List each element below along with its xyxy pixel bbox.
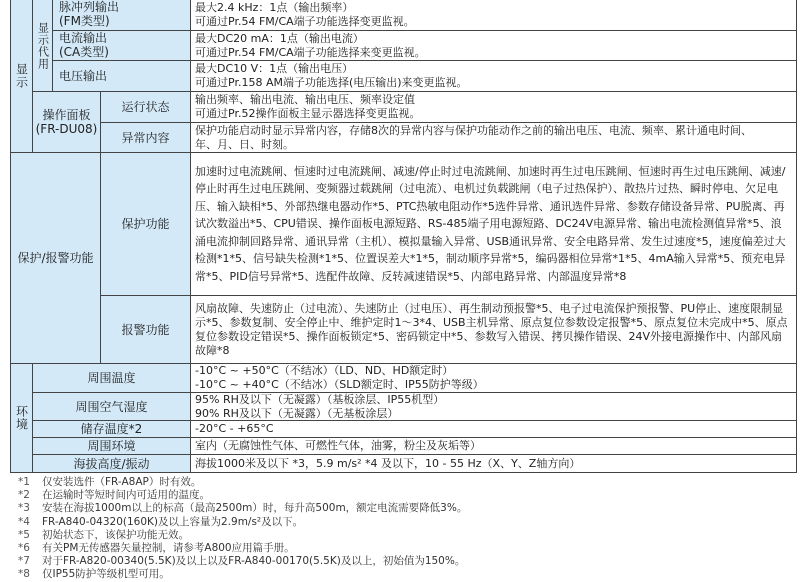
- pulse-label-1: 脉冲列输出: [59, 0, 120, 14]
- pulse-value: [190, 0, 797, 31]
- footnote-text: 有关PM无传感器矢量控制，请参考A800应用篇手册。: [42, 542, 295, 555]
- current-label-2: (CA类型): [59, 45, 109, 59]
- protection-section-label: 保护/报警功能: [10, 152, 101, 364]
- altitude-value: 海拔1000米及以下 *3，5.9 m/s² *4 及以下，10 - 55 Hz（X、Y、Z轴方向）: [190, 454, 797, 473]
- current-label-1: 电流输出: [59, 31, 108, 45]
- current-value-2: 可通过Pr.54 FM/CA端子功能选择来变更监视。: [195, 45, 426, 59]
- footnote-text: 仅安装选件（FR-A8AP）时有效。: [42, 476, 202, 488]
- temp-value: [190, 363, 797, 393]
- environment-section-label: 环境: [10, 363, 33, 473]
- fault-content-value-1: 保护功能启动时显示异常内容，存储8次的异常内容与保护功能动作之前的输出电压、电流、频率、累计通电时间、: [195, 123, 752, 137]
- temp-value-1: -10°C ~ +50°C（不结冰）（LD、ND、HD额定时）: [195, 364, 454, 377]
- footnote-mark: *6: [18, 542, 30, 555]
- alarm-function-value: 风扇故障、失速防止（过电流）、失速防止（过电压）、再生制动预报警*5、电子过电流保护预报警、PU停止、速度限制显示*5、参数复制、安全停止中、维护定时1～3*4、USB主机异常、原点复位参数设定报警*5、原点复位未完成中*5、原点复位参数设定错误*5、操作面板锁定*5、密码锁定中*5、参数写入错误、拷贝操作错误、24V外接电源操作中、内部风扇故障*8: [190, 295, 797, 364]
- pulse-value-2: 可通过Pr.54 FM/CA端子功能选择变更监视。: [195, 15, 415, 28]
- footnote-mark: *1: [18, 476, 30, 488]
- footnote-mark: *8: [18, 568, 30, 581]
- current-value: [190, 30, 797, 61]
- footnote: [18, 489, 467, 502]
- protect-function-value: 加速时过电流跳闸、恒速时过电流跳闸、减速/停止时过电流跳闸、加速时再生过电压跳闸、恒速时再生过电压跳闸、减速/停止时再生过电压跳闸、变频器过载跳闸（过电流）、电机过负载跳闸（电子过热保护）、散热片过热、瞬时停电、欠足电压、输入缺相*5、外部热继电器动作*5、PTC热敏电阻动作*5选件异常、通讯选件异常、参数存储设备异常、PU脱离、再试次数溢出*5、CPU错误、操作面板电源短路、RS-485端子用电源短路、DC24V电源异常、输出电流检测值异常*5、浪涌电流抑制回路异常、通讯异常（主机）、模拟量输入异常、USB通讯异常、安全电路异常、发生过速度*5，速度偏差过大检测*1*5、信号缺失检测*1*5、位置误差大*1*5，制动顺序异常*5，编码器相位异常*1*5、4mA输入异常*5、预充电异常*5、PID信号异常*5、选配件故障、反转减速错误*5、内部电路异常、内部温度异常*8: [190, 152, 797, 296]
- current-label: [52, 30, 191, 61]
- pulse-value-1: 最大2.4 kHz：1点（输出频率）: [195, 1, 354, 14]
- footnote-mark: *7: [18, 555, 30, 568]
- voltage-value-1: 最大DC10 V：1点（输出电压）: [195, 62, 354, 75]
- humidity-value-2: 90% RH及以下（无凝露）（无基板涂层）: [195, 406, 399, 420]
- footnote-mark: *5: [18, 528, 30, 541]
- storage-temp-label: 储存温度*2: [32, 420, 191, 438]
- footnote-text: 安装在海拔1000m以上的标高（最高2500m）时，每升高500m，额定电流需要降低3%。: [42, 502, 468, 515]
- fault-content-value-2: 年、月、日、时刻。: [195, 137, 294, 151]
- pulse-label: [52, 0, 191, 31]
- temp-label: 周围温度: [32, 363, 191, 393]
- display-section-label: 显示: [10, 0, 33, 153]
- humidity-value: [190, 392, 797, 421]
- fault-content-label: 异常内容: [100, 122, 191, 153]
- alarm-function-label: 报警功能: [100, 295, 191, 364]
- footnote: [18, 516, 467, 529]
- fault-content-value: [190, 122, 797, 153]
- pulse-label-2: (FM类型): [59, 14, 110, 28]
- humidity-value-1: 95% RH及以下（无凝露）（基板涂层、IP55机型）: [195, 392, 445, 406]
- footnote-text: 初始状态下，该保护功能无效。: [42, 528, 189, 541]
- footnote: [18, 555, 467, 568]
- panel-label: [32, 91, 101, 153]
- footnote-text: 对于FR-A820-00340(5.5K)及以上以及FR-A840-00170(5.5K)及以上，初始值为150%。: [42, 555, 466, 568]
- ambient-label: 周围环境: [32, 437, 191, 455]
- panel-label-1: 操作面板: [42, 108, 91, 122]
- storage-temp-value: -20°C - +65°C: [190, 420, 797, 438]
- run-status-value-2: 可通过Pr.52操作面板主显示器选择变更监视。: [195, 107, 421, 120]
- footnote-mark: *2: [18, 489, 30, 502]
- meter-label: 显示代用: [32, 0, 53, 92]
- run-status-label: 运行状态: [100, 91, 191, 123]
- footnote: [18, 542, 467, 555]
- altitude-label: 海拔高度/振动: [32, 454, 191, 473]
- footnote-text: 仅IP55防护等级机型可用。: [42, 568, 170, 581]
- footnote-text: 在运输时等短时间内可适用的温度。: [42, 489, 210, 502]
- voltage-label: 电压输出: [52, 60, 191, 92]
- humidity-label: 周围空气湿度: [32, 392, 191, 421]
- run-status-value-1: 输出频率、输出电流、输出电压、频率设定值: [195, 93, 415, 106]
- footnote-mark: *3: [18, 502, 30, 515]
- footnote: [18, 476, 467, 489]
- footnote-mark: *4: [18, 515, 30, 528]
- footnote: [18, 568, 467, 581]
- protect-function-label: 保护功能: [100, 152, 191, 296]
- footnote: [18, 529, 467, 542]
- temp-value-2: -10°C ~ +40°C（不结冰）（SLD额定时、IP55防护等级）: [195, 378, 484, 391]
- voltage-value: [190, 60, 797, 92]
- voltage-value-2: 可通过Pr.158 AM端子功能选择(电压输出)来变更监视。: [195, 76, 468, 89]
- ambient-value: 室内（无腐蚀性气体、可燃性气体，油雾，粉尘及灰垢等）: [190, 437, 797, 455]
- panel-label-2: (FR-DU08): [35, 122, 98, 136]
- current-value-1: 最大DC20 mA：1点（输出电流）: [195, 31, 364, 45]
- footnote: [18, 502, 467, 515]
- footnotes: [18, 476, 467, 582]
- footnote-text: FR-A840-04320(160K)及以上容量为2.9m/s²及以下。: [42, 515, 304, 528]
- run-status-value: [190, 91, 797, 123]
